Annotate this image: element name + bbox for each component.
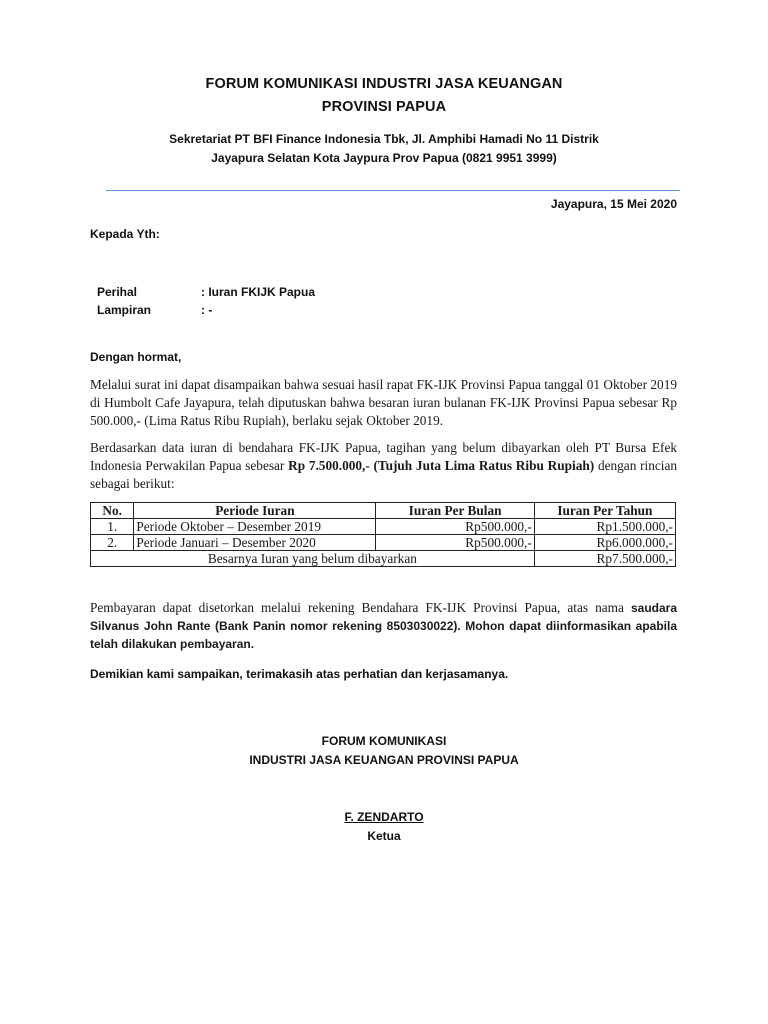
paragraph-2 [90,439,677,493]
header-no: No. [91,503,134,519]
paragraph-3 [90,599,677,653]
row-periode: Periode Oktober – Desember 2019 [134,519,376,535]
paragraph-2-text: Berdasarkan data iuran di bendahara FK-IJK Papua, tagihan yang belum dibayarkan oleh PT Bursa Efek Indonesia Perwakilan Papua sebesar [90,440,677,473]
greeting: Dengan hormat, [90,350,182,364]
row-iuran-tahun: Rp6.000.000,- [534,535,675,551]
lampiran-label: Lampiran [97,303,152,317]
letterhead-title-line1: FORUM KOMUNIKASI INDUSTRI JASA KEUANGAN [205,76,563,92]
letterhead-address-line1: Sekretariat PT BFI Finance Indonesia Tbk, Jl. Amphibi Hamadi No 11 Distrik [169,132,599,146]
signature-org-line2: INDUSTRI JASA KEUANGAN PROVINSI PAPUA [249,753,519,767]
row-no: 2. [91,535,134,551]
header-iuran-bulan: Iuran Per Bulan [376,503,534,519]
paragraph-3-text: Pembayaran dapat disetorkan melalui rekening Bendahara FK-IJK Provinsi Papua, atas nama [90,600,631,615]
recipient-label: Kepada Yth: [90,227,160,241]
paragraph-1: Melalui surat ini dapat disampaikan bahwa sesuai hasil rapat FK-IJK Provinsi Papua tanggal 01 Oktober 2019 di Humbolt Cafe Jayapura, telah diputuskan bahwa besaran iuran bulanan FK-IJK Provinsi Papua sebesar Rp 500.000,- (Lima Ratus Ribu Rupiah), berlaku sejak Oktober 2019. [90,377,677,428]
total-label: Besarnya Iuran yang belum dibayarkan [91,551,535,567]
dues-table [90,502,676,567]
payment-details: saudara Silvanus John Rante (Bank Panin nomor rekening 8503030022). Mohon dapat diinformasikan apabila telah dilakukan pembayaran. [90,601,677,651]
letterhead-divider [106,190,680,191]
letterhead-title-line2: PROVINSI PAPUA [321,99,447,115]
outstanding-amount: Rp 7.500.000,- (Tujuh Juta Lima Ratus Ribu Rupiah) [288,458,595,473]
letterhead-address-line2: Jayapura Selatan Kota Jaypura Prov Papua (0821 9951 3999) [211,151,557,165]
table-header-row [91,503,676,519]
signatory-name: F. ZENDARTO [344,810,424,824]
header-periode: Periode Iuran [134,503,376,519]
signature-org-line1: FORUM KOMUNIKASI [321,734,447,748]
row-no: 1. [91,519,134,535]
signatory-title: Ketua [367,829,401,843]
perihal-value: : Iuran FKIJK Papua [201,285,316,299]
table-row [91,535,676,551]
table-row [91,519,676,535]
lampiran-value: : - [201,303,213,317]
row-iuran-bulan: Rp500.000,- [376,519,534,535]
perihal-label: Perihal [97,285,138,299]
row-periode: Periode Januari – Desember 2020 [134,535,376,551]
place-date: Jayapura, 15 Mei 2020 [550,197,677,211]
closing-sentence: Demikian kami sampaikan, terimakasih atas perhatian dan kerjasamanya. [90,667,509,681]
table-total-row [91,551,676,567]
row-iuran-tahun: Rp1.500.000,- [534,519,675,535]
row-iuran-bulan: Rp500.000,- [376,535,534,551]
header-iuran-tahun: Iuran Per Tahun [534,503,675,519]
total-value: Rp7.500.000,- [534,551,675,567]
paragraph-2-text-end: dengan rincian sebagai berikut: [90,458,677,491]
